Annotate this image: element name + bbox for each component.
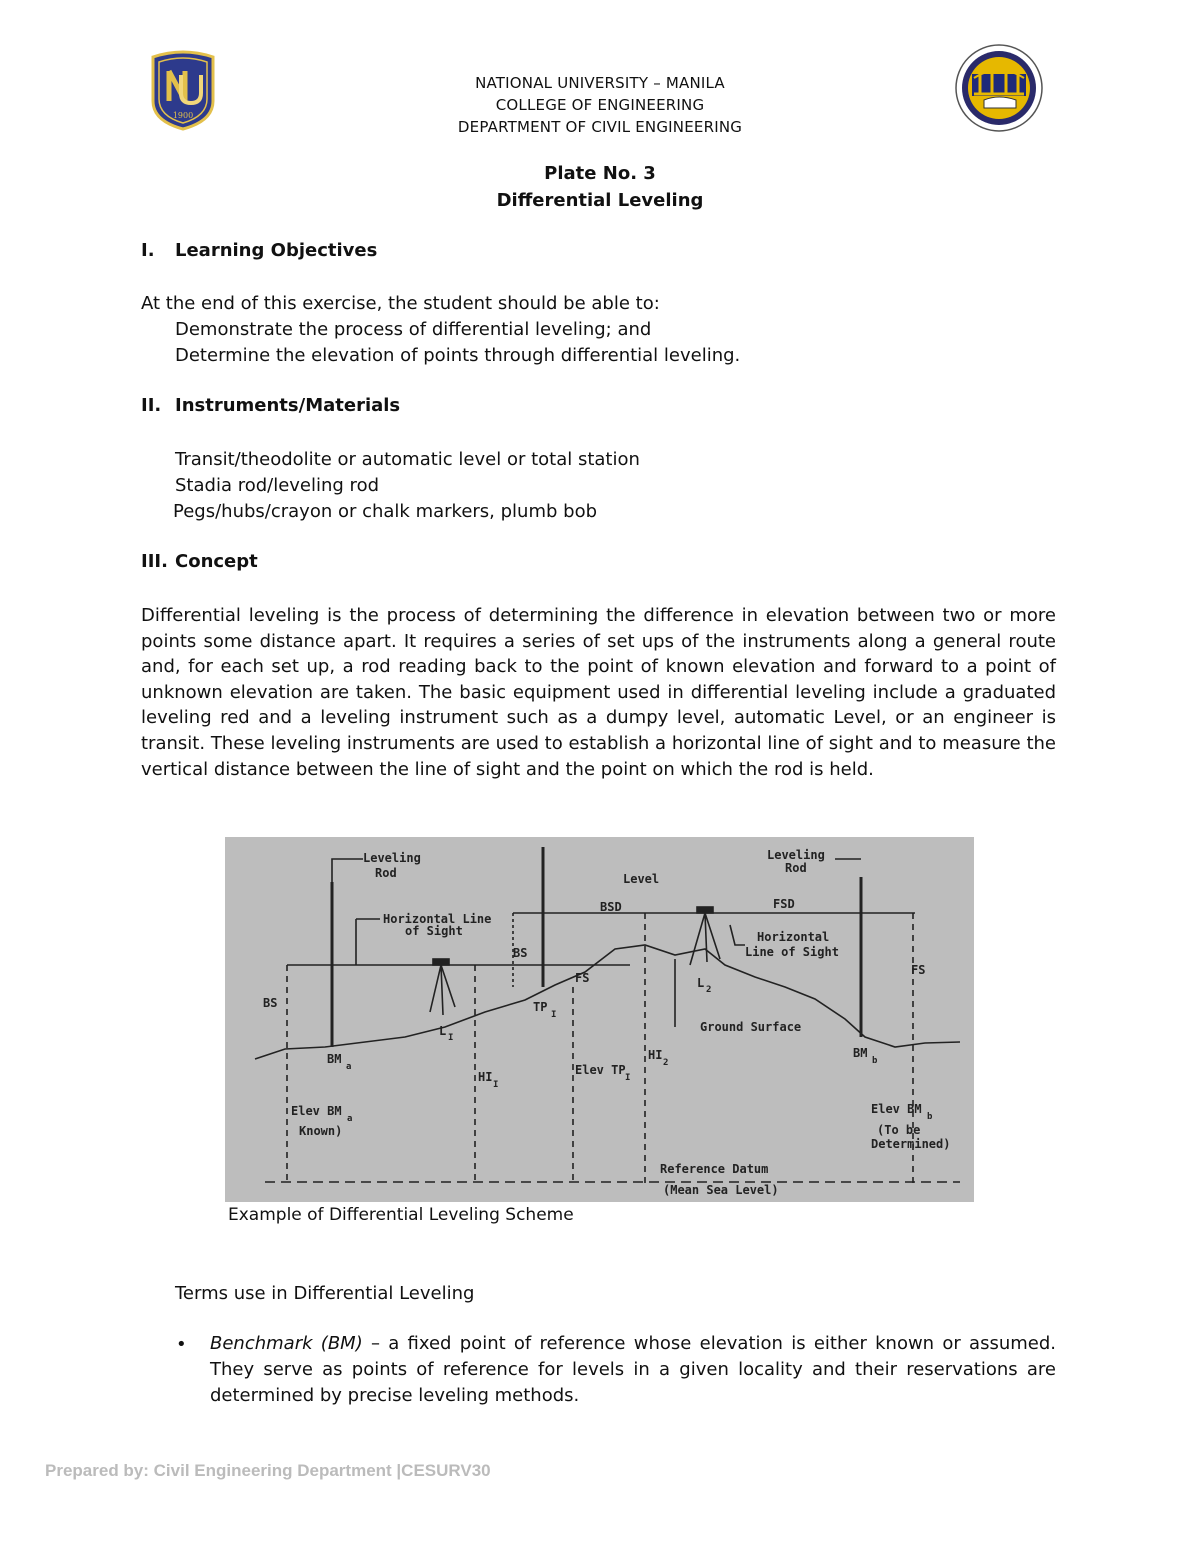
- diagram-label: I: [448, 1033, 454, 1043]
- logo-year: 1900: [172, 111, 194, 120]
- section-2-title: Instruments/Materials: [175, 395, 401, 416]
- diagram-label: a: [347, 1114, 353, 1124]
- diagram-label: Rod: [785, 861, 807, 875]
- plate-subject: Differential Leveling: [496, 190, 704, 211]
- diagram-label: BM: [853, 1046, 868, 1060]
- header-college: COLLEGE OF ENGINEERING: [495, 96, 705, 114]
- section-3-heading: [141, 551, 258, 572]
- differential-leveling-diagram: [225, 837, 974, 1202]
- diagram-label: 2: [663, 1058, 669, 1068]
- plate-number: Plate No. 3: [544, 163, 656, 184]
- diagram-label: TP: [533, 1000, 548, 1014]
- section-3-title: Concept: [175, 551, 258, 572]
- diagram-label: BSD: [600, 900, 622, 914]
- diagram-label: Leveling: [363, 851, 421, 865]
- section-1-title: Learning Objectives: [175, 240, 378, 261]
- section-3-number: III.: [141, 551, 168, 572]
- concept-paragraph: Differential leveling is the process of determining the difference in elevation between two or more points some distance apart. It requires a series of set ups of the instruments along a general route and, for each set up, a rod reading back to the point of known elevation and forward to a point of unknown elevation are taken. The basic equipment used in differential leveling include a graduated leveling red and a leveling instrument such as a dumpy level, automatic Level, or an engineer is transit. These leveling instruments are used to establish a horizontal line of sight and to measure the vertical distance between the line of sight and the point on which the rod is held.: [141, 605, 1056, 780]
- benchmark-definition: [210, 1331, 1056, 1409]
- diagram-label: I: [551, 1010, 557, 1020]
- material-item: Transit/theodolite or automatic level or total station: [175, 449, 640, 470]
- section-2-heading: [141, 395, 400, 416]
- diagram-label: FS: [911, 963, 926, 977]
- material-item: Pegs/hubs/crayon or chalk markers, plumb bob: [173, 501, 598, 522]
- diagram-label: I: [493, 1080, 499, 1090]
- diagram-label: (To be: [877, 1123, 921, 1137]
- diagram-label: Reference Datum: [660, 1162, 769, 1176]
- diagram-label: of Sight: [405, 924, 463, 938]
- diagram-label: HI: [478, 1070, 493, 1084]
- diagram-label: Horizontal Line: [383, 912, 492, 926]
- diagram-label: Elev BM: [871, 1102, 922, 1116]
- terms-heading: Terms use in Differential Leveling: [175, 1283, 475, 1304]
- diagram-label: I: [625, 1073, 631, 1083]
- material-item: Stadia rod/leveling rod: [175, 475, 380, 496]
- diagram-label: HI: [648, 1048, 663, 1062]
- diagram-label: BS: [263, 996, 278, 1010]
- diagram-label: Elev BM: [291, 1104, 342, 1118]
- bullet-icon: •: [176, 1334, 187, 1355]
- benchmark-text: – a fixed point of reference whose elevation is either known or assumed. They serve as points of reference for levels in a given locality and their reservations are determined by precise leveling methods.: [210, 1333, 1056, 1406]
- objective-item: Demonstrate the process of differential leveling; and: [175, 319, 652, 340]
- diagram-caption: Example of Differential Leveling Scheme: [228, 1205, 574, 1225]
- diagram-label: Known): [299, 1124, 343, 1138]
- diagram-label: Determined): [871, 1137, 951, 1151]
- diagram-label: Horizontal: [757, 930, 830, 944]
- diagram-label: L: [439, 1024, 447, 1038]
- section-2-number: II.: [141, 395, 162, 416]
- objectives-intro: At the end of this exercise, the student should be able to:: [141, 293, 660, 314]
- section-1-number: I.: [141, 240, 155, 261]
- diagram-label: Elev TP: [575, 1063, 626, 1077]
- benchmark-term: Benchmark (BM): [210, 1333, 363, 1354]
- diagram-label: FSD: [773, 897, 795, 911]
- diagram-label: Line of Sight: [745, 945, 839, 959]
- diagram-label: BM: [327, 1052, 342, 1066]
- diagram-label: Rod: [375, 866, 397, 880]
- header-university: NATIONAL UNIVERSITY – MANILA: [475, 74, 725, 92]
- header-department: DEPARTMENT OF CIVIL ENGINEERING: [457, 118, 743, 136]
- objective-item: Determine the elevation of points through differential leveling.: [175, 345, 741, 366]
- diagram-label: FS: [575, 971, 590, 985]
- diagram-label: (Mean Sea Level): [663, 1183, 779, 1197]
- diagram-label: Ground Surface: [700, 1020, 802, 1034]
- diagram-label: b: [872, 1056, 878, 1066]
- diagram-label: a: [346, 1062, 352, 1072]
- diagram-label: L: [697, 976, 705, 990]
- diagram-label: Leveling: [767, 848, 825, 862]
- diagram-label: b: [927, 1112, 933, 1122]
- diagram-label: Level: [623, 872, 660, 886]
- section-1-heading: [141, 240, 377, 261]
- diagram-label: BS: [513, 946, 528, 960]
- page-footer: Prepared by: Civil Engineering Department |CESURV30: [45, 1461, 491, 1480]
- diagram-label: 2: [706, 985, 712, 995]
